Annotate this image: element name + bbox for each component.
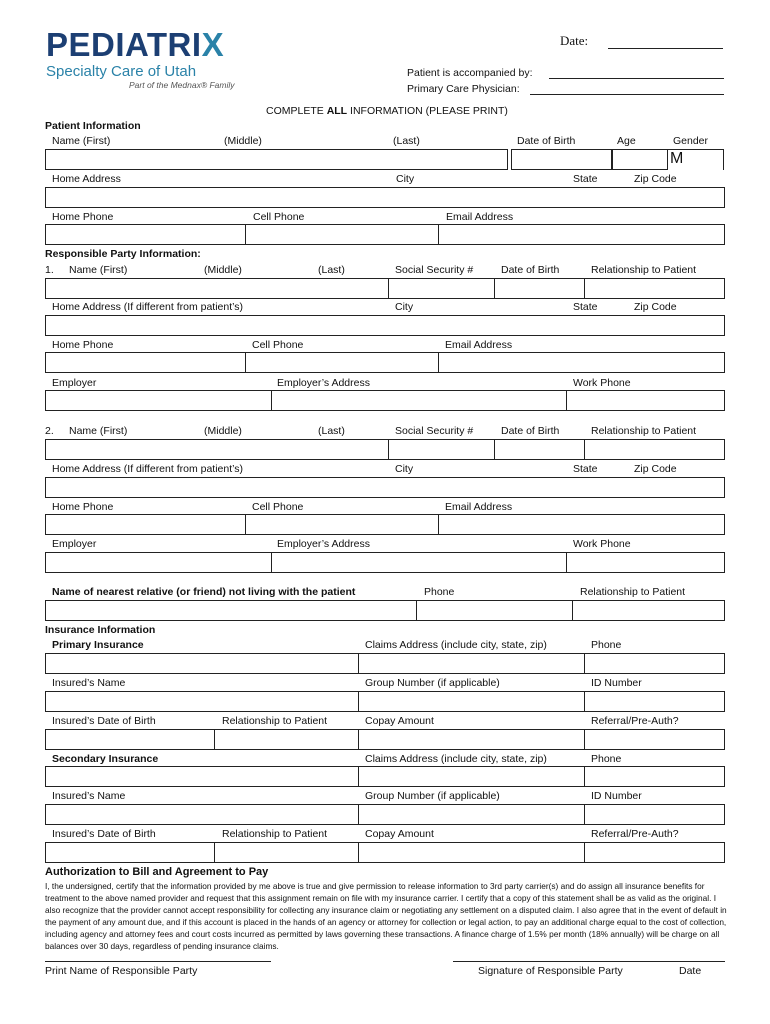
rp2-home-phone-field[interactable]: [45, 514, 246, 535]
secondary-insured-name-label: Insured’s Name: [52, 790, 126, 802]
logo-wordmark: PEDIATRIX: [46, 26, 225, 63]
patient-first-label: Name (First): [52, 135, 111, 147]
logo-tagline: Part of the Mednax® Family: [129, 80, 235, 90]
secondary-claims-field[interactable]: [358, 766, 585, 787]
logo-x-figure: X: [201, 26, 225, 63]
rp2-first-label: Name (First): [69, 425, 128, 437]
secondary-insured-name-field[interactable]: [45, 804, 359, 825]
rp1-relationship-label: Relationship to Patient: [591, 264, 697, 276]
physician-line[interactable]: [530, 94, 724, 95]
rp2-relationship-field[interactable]: [584, 439, 725, 460]
rp2-email-label: Email Address: [445, 501, 513, 513]
secondary-id-field[interactable]: [584, 804, 725, 825]
patient-city-label: City: [396, 173, 415, 185]
rp1-zip-label: Zip Code: [634, 301, 677, 313]
patient-zip-label: Zip Code: [634, 173, 677, 185]
rp1-work-phone-label: Work Phone: [573, 377, 631, 389]
primary-group-field[interactable]: [358, 691, 585, 712]
patient-gender-field[interactable]: [668, 149, 724, 170]
patient-name-field[interactable]: [45, 149, 508, 170]
print-name-line[interactable]: [45, 961, 271, 962]
rp1-home-phone-label: Home Phone: [52, 339, 114, 351]
rp2-cell-phone-field[interactable]: [245, 514, 439, 535]
secondary-insured-dob-label: Insured’s Date of Birth: [52, 828, 156, 840]
patient-section-title: Patient Information: [45, 120, 141, 132]
rp1-name-field[interactable]: [45, 278, 389, 299]
primary-insured-name-label: Insured’s Name: [52, 677, 126, 689]
signature-line[interactable]: [453, 961, 725, 962]
rp2-employer-address-field[interactable]: [271, 552, 567, 573]
primary-copay-field[interactable]: [358, 729, 585, 750]
physician-label: Primary Care Physician:: [407, 83, 520, 95]
primary-relationship-field[interactable]: [214, 729, 359, 750]
patient-gender-value: M: [670, 150, 684, 167]
rp1-relationship-field[interactable]: [584, 278, 725, 299]
patient-last-label: (Last): [393, 135, 420, 147]
primary-copay-label: Copay Amount: [365, 715, 434, 727]
relative-name-field[interactable]: [45, 600, 417, 621]
patient-home-phone-label: Home Phone: [52, 211, 114, 223]
rp2-ssn-label: Social Security #: [395, 425, 474, 437]
rp1-first-label: Name (First): [69, 264, 128, 276]
secondary-referral-label: Referral/Pre-Auth?: [591, 828, 679, 840]
rp2-number: 2.: [45, 425, 54, 437]
rp2-cell-phone-label: Cell Phone: [252, 501, 304, 513]
rp2-employer-field[interactable]: [45, 552, 272, 573]
rp1-city-label: City: [395, 301, 414, 313]
rp1-employer-field[interactable]: [45, 390, 272, 411]
secondary-group-field[interactable]: [358, 804, 585, 825]
primary-insured-dob-field[interactable]: [45, 729, 215, 750]
primary-claims-field[interactable]: [358, 653, 585, 674]
rp1-cell-phone-field[interactable]: [245, 352, 439, 373]
rp1-dob-label: Date of Birth: [501, 264, 560, 276]
patient-state-label: State: [573, 173, 598, 185]
patient-age-field[interactable]: [612, 149, 668, 170]
rp2-work-phone-field[interactable]: [566, 552, 725, 573]
primary-insured-name-field[interactable]: [45, 691, 359, 712]
secondary-insured-dob-field[interactable]: [45, 842, 215, 863]
rp2-address-field[interactable]: [45, 477, 725, 498]
rp2-home-phone-label: Home Phone: [52, 501, 114, 513]
rp2-address-label: Home Address (If different from patient’s): [52, 463, 244, 475]
accompanied-label: Patient is accompanied by:: [407, 67, 533, 79]
primary-claims-label: Claims Address (include city, state, zip): [365, 639, 547, 651]
relative-phone-field[interactable]: [416, 600, 573, 621]
patient-address-field[interactable]: [45, 187, 725, 208]
relative-name-label: Name of nearest relative (or friend) not living with the patient: [52, 586, 356, 598]
patient-dob-field[interactable]: [511, 149, 612, 170]
primary-id-field[interactable]: [584, 691, 725, 712]
authorization-title: Authorization to Bill and Agreement to Pay: [45, 866, 269, 878]
rp1-employer-address-label: Employer’s Address: [277, 377, 370, 389]
rp1-email-label: Email Address: [445, 339, 513, 351]
primary-id-label: ID Number: [591, 677, 642, 689]
rp2-employer-address-label: Employer’s Address: [277, 538, 370, 550]
primary-phone-field[interactable]: [584, 653, 725, 674]
relative-phone-label: Phone: [424, 586, 455, 598]
rp1-employer-label: Employer: [52, 377, 97, 389]
secondary-insurance-label: Secondary Insurance: [52, 753, 159, 765]
logo-subtitle: Specialty Care of Utah: [46, 63, 197, 80]
secondary-relationship-label: Relationship to Patient: [222, 828, 328, 840]
rp2-last-label: (Last): [318, 425, 345, 437]
patient-address-label: Home Address: [52, 173, 121, 185]
rp1-employer-address-field[interactable]: [271, 390, 567, 411]
signature-date-label: Date: [679, 965, 702, 977]
patient-gender-label: Gender: [673, 135, 709, 147]
primary-insured-dob-label: Insured’s Date of Birth: [52, 715, 156, 727]
secondary-id-label: ID Number: [591, 790, 642, 802]
rp2-relationship-label: Relationship to Patient: [591, 425, 697, 437]
secondary-phone-label: Phone: [591, 753, 622, 765]
secondary-claims-label: Claims Address (include city, state, zip): [365, 753, 547, 765]
rp2-dob-label: Date of Birth: [501, 425, 560, 437]
patient-home-phone-field[interactable]: [45, 224, 246, 245]
patient-middle-label: (Middle): [224, 135, 262, 147]
authorization-text: I, the undersigned, certify that the information provided by me above is true and give permission to release information to 3rd party carrier(s) and do assign all insurance benefits for treatment to the above named provider and request that this assignment remain on file with my insurance carrier. I certify that a copy of this statement shall be as valid as the original. I also recognize that the provider cannot accept responsibility for collecting any insurance claim or negotiating any settlement on a disputed claim. I also agree that in the event of default in the payment of any amount due, and if this account is placed in the hands of an agency or attorney for collection or legal action, to pay an additional charge equal to the cost of collection, including agency and attorney fees and court costs incurred as permitted by laws governing these transactions. A finance charge of 1.5% per month (18% annually) will be charge on all balances over 30 days, regardless of pending insurance claims.: [45, 881, 727, 951]
secondary-group-label: Group Number (if applicable): [365, 790, 500, 802]
patient-cell-phone-field[interactable]: [245, 224, 439, 245]
relative-relationship-label: Relationship to Patient: [580, 586, 686, 598]
rp1-cell-phone-label: Cell Phone: [252, 339, 304, 351]
primary-phone-label: Phone: [591, 639, 622, 651]
patient-email-field[interactable]: [438, 224, 725, 245]
rp1-ssn-field[interactable]: [388, 278, 495, 299]
instruction-text: COMPLETE ALL INFORMATION (PLEASE PRINT): [266, 105, 508, 117]
patient-age-label: Age: [617, 135, 636, 147]
secondary-relationship-field[interactable]: [214, 842, 359, 863]
rp2-dob-field[interactable]: [494, 439, 585, 460]
rp1-middle-label: (Middle): [204, 264, 242, 276]
print-name-label: Print Name of Responsible Party: [45, 965, 198, 977]
rp1-ssn-label: Social Security #: [395, 264, 474, 276]
rp2-work-phone-label: Work Phone: [573, 538, 631, 550]
secondary-insurance-field[interactable]: [45, 766, 359, 787]
primary-referral-label: Referral/Pre-Auth?: [591, 715, 679, 727]
primary-insurance-label: Primary Insurance: [52, 639, 144, 651]
relative-relationship-field[interactable]: [572, 600, 725, 621]
rp1-last-label: (Last): [318, 264, 345, 276]
primary-group-label: Group Number (if applicable): [365, 677, 500, 689]
signature-label: Signature of Responsible Party: [478, 965, 623, 977]
rp2-state-label: State: [573, 463, 598, 475]
rp2-city-label: City: [395, 463, 414, 475]
primary-relationship-label: Relationship to Patient: [222, 715, 328, 727]
rp1-address-label: Home Address (If different from patient’s): [52, 301, 244, 313]
rp2-employer-label: Employer: [52, 538, 97, 550]
secondary-referral-field[interactable]: [584, 842, 725, 863]
date-label: Date:: [560, 33, 589, 48]
primary-insurance-field[interactable]: [45, 653, 359, 674]
responsible-section-title: Responsible Party Information:: [45, 248, 201, 260]
accompanied-line[interactable]: [549, 78, 724, 79]
rp2-ssn-field[interactable]: [388, 439, 495, 460]
primary-referral-field[interactable]: [584, 729, 725, 750]
patient-cell-phone-label: Cell Phone: [253, 211, 305, 223]
secondary-phone-field[interactable]: [584, 766, 725, 787]
rp1-email-field[interactable]: [438, 352, 725, 373]
rp2-email-field[interactable]: [438, 514, 725, 535]
rp1-address-field[interactable]: [45, 315, 725, 336]
logo: [46, 28, 234, 90]
rp1-home-phone-field[interactable]: [45, 352, 246, 373]
rp1-number: 1.: [45, 264, 54, 276]
rp1-dob-field[interactable]: [494, 278, 585, 299]
rp2-name-field[interactable]: [45, 439, 389, 460]
rp2-zip-label: Zip Code: [634, 463, 677, 475]
patient-dob-label: Date of Birth: [517, 135, 576, 147]
rp2-middle-label: (Middle): [204, 425, 242, 437]
insurance-section-title: Insurance Information: [45, 624, 156, 636]
rp1-work-phone-field[interactable]: [566, 390, 725, 411]
date-line[interactable]: [608, 48, 723, 49]
secondary-copay-label: Copay Amount: [365, 828, 434, 840]
patient-email-label: Email Address: [446, 211, 514, 223]
secondary-copay-field[interactable]: [358, 842, 585, 863]
rp1-state-label: State: [573, 301, 598, 313]
